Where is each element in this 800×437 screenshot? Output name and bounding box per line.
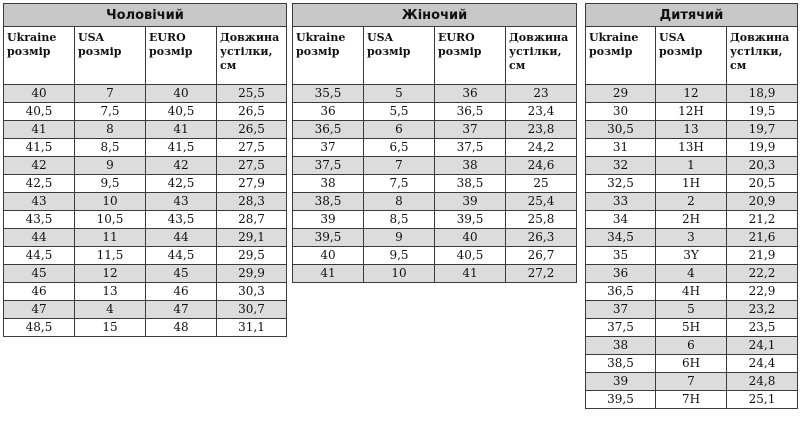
table-cell: 43,5 [4, 211, 75, 229]
table-cell: 6 [364, 121, 435, 139]
table-cell: 39,5 [293, 229, 364, 247]
table-row [293, 85, 577, 103]
table-row [293, 139, 577, 157]
women-table-title: Жіночий [293, 4, 577, 27]
table-cell: 31 [586, 139, 656, 157]
table-cell: 28,3 [217, 193, 287, 211]
table-cell: 46 [4, 283, 75, 301]
table-cell: 10 [364, 265, 435, 283]
table-row [586, 391, 798, 409]
table-cell: 38,5 [586, 355, 656, 373]
table-cell: 39 [586, 373, 656, 391]
table-cell: 5H [656, 319, 727, 337]
table-row [586, 355, 798, 373]
table-row [586, 283, 798, 301]
table-row [586, 139, 798, 157]
table-cell: 25,4 [506, 193, 577, 211]
table-cell: 3 [656, 229, 727, 247]
insole-length-header: Довжина устілки, см [727, 27, 798, 85]
table-cell: 31,1 [217, 319, 287, 337]
table-row [586, 247, 798, 265]
table-cell: 43 [4, 193, 75, 211]
table-cell: 5 [364, 85, 435, 103]
table-cell: 7H [656, 391, 727, 409]
table-cell: 44 [4, 229, 75, 247]
table-cell: 41 [293, 265, 364, 283]
table-cell: 39,5 [435, 211, 506, 229]
table-cell: 45 [4, 265, 75, 283]
table-cell: 1H [656, 175, 727, 193]
table-cell: 9,5 [364, 247, 435, 265]
table-cell: 23,2 [727, 301, 798, 319]
table-cell: 32 [586, 157, 656, 175]
table-cell: 25,5 [217, 85, 287, 103]
table-row [586, 103, 798, 121]
table-cell: 38 [586, 337, 656, 355]
table-cell: 41,5 [4, 139, 75, 157]
insole-length-header: Довжина устілки, см [217, 27, 287, 85]
table-cell: 7 [75, 85, 146, 103]
table-cell: 11 [75, 229, 146, 247]
table-cell: 44,5 [4, 247, 75, 265]
table-cell: 40,5 [435, 247, 506, 265]
table-cell: 45 [146, 265, 217, 283]
table-row [293, 265, 577, 283]
table-cell: 4 [75, 301, 146, 319]
insole-length-header: Довжина устілки, см [506, 27, 577, 85]
table-row [293, 193, 577, 211]
table-row [293, 121, 577, 139]
table-row [293, 103, 577, 121]
table-cell: 24,4 [727, 355, 798, 373]
table-row [4, 139, 287, 157]
women-table-body [293, 4, 577, 283]
kids-size-table [585, 3, 798, 409]
table-cell: 41,5 [146, 139, 217, 157]
table-cell: 13 [75, 283, 146, 301]
ukraine-size-header: Ukraine розмір [586, 27, 656, 85]
euro-size-header: EURO розмір [146, 27, 217, 85]
table-row [586, 85, 798, 103]
table-cell: 39 [293, 211, 364, 229]
table-cell: 44,5 [146, 247, 217, 265]
table-row [586, 301, 798, 319]
table-cell: 37 [435, 121, 506, 139]
table-cell: 7,5 [364, 175, 435, 193]
table-cell: 32,5 [586, 175, 656, 193]
table-cell: 26,7 [506, 247, 577, 265]
table-cell: 19,9 [727, 139, 798, 157]
table-row [4, 265, 287, 283]
usa-size-header: USA розмір [75, 27, 146, 85]
table-row [293, 229, 577, 247]
table-cell: 36,5 [293, 121, 364, 139]
table-cell: 36,5 [586, 283, 656, 301]
table-cell: 29,1 [217, 229, 287, 247]
table-cell: 36 [435, 85, 506, 103]
table-cell: 2 [656, 193, 727, 211]
table-row [4, 301, 287, 319]
table-cell: 22,2 [727, 265, 798, 283]
table-cell: 8,5 [364, 211, 435, 229]
table-cell: 11,5 [75, 247, 146, 265]
table-row [293, 211, 577, 229]
table-cell: 42,5 [4, 175, 75, 193]
usa-size-header: USA розмір [364, 27, 435, 85]
table-cell: 7,5 [75, 103, 146, 121]
table-cell: 26,5 [217, 103, 287, 121]
table-cell: 36,5 [435, 103, 506, 121]
table-row [293, 175, 577, 193]
table-cell: 41 [4, 121, 75, 139]
table-cell: 37,5 [586, 319, 656, 337]
table-cell: 34 [586, 211, 656, 229]
table-row [586, 229, 798, 247]
table-cell: 20,3 [727, 157, 798, 175]
table-cell: 48 [146, 319, 217, 337]
table-cell: 48,5 [4, 319, 75, 337]
table-cell: 42,5 [146, 175, 217, 193]
table-row [586, 319, 798, 337]
table-row [293, 247, 577, 265]
table-cell: 13 [656, 121, 727, 139]
table-cell: 25,1 [727, 391, 798, 409]
table-cell: 46 [146, 283, 217, 301]
table-cell: 40 [435, 229, 506, 247]
table-cell: 8 [364, 193, 435, 211]
table-cell: 40 [4, 85, 75, 103]
table-cell: 10 [75, 193, 146, 211]
table-cell: 7 [656, 373, 727, 391]
ukraine-size-header: Ukraine розмір [4, 27, 75, 85]
table-cell: 13H [656, 139, 727, 157]
table-cell: 27,5 [217, 139, 287, 157]
table-row [4, 211, 287, 229]
table-cell: 15 [75, 319, 146, 337]
table-cell: 7 [364, 157, 435, 175]
table-cell: 27,9 [217, 175, 287, 193]
table-cell: 38,5 [435, 175, 506, 193]
table-cell: 23,8 [506, 121, 577, 139]
table-cell: 40,5 [4, 103, 75, 121]
table-cell: 24,1 [727, 337, 798, 355]
table-cell: 29,9 [217, 265, 287, 283]
kids-table-body [586, 4, 798, 409]
table-cell: 8,5 [75, 139, 146, 157]
table-row [4, 121, 287, 139]
table-cell: 24,6 [506, 157, 577, 175]
table-cell: 33 [586, 193, 656, 211]
table-row [4, 229, 287, 247]
kids-table-title: Дитячий [586, 4, 798, 27]
table-row [586, 157, 798, 175]
table-cell: 21,9 [727, 247, 798, 265]
table-cell: 35 [586, 247, 656, 265]
table-row [4, 103, 287, 121]
table-cell: 9,5 [75, 175, 146, 193]
usa-size-header: USA розмір [656, 27, 727, 85]
table-cell: 27,5 [217, 157, 287, 175]
table-cell: 41 [435, 265, 506, 283]
table-cell: 20,5 [727, 175, 798, 193]
table-row [4, 247, 287, 265]
table-cell: 47 [4, 301, 75, 319]
table-cell: 36 [586, 265, 656, 283]
table-cell: 30,7 [217, 301, 287, 319]
euro-size-header: EURO розмір [435, 27, 506, 85]
table-cell: 3Y [656, 247, 727, 265]
table-cell: 4 [656, 265, 727, 283]
table-cell: 40 [293, 247, 364, 265]
table-row [4, 319, 287, 337]
table-cell: 5,5 [364, 103, 435, 121]
table-cell: 18,9 [727, 85, 798, 103]
table-cell: 26,5 [217, 121, 287, 139]
ukraine-size-header: Ukraine розмір [293, 27, 364, 85]
table-cell: 22,9 [727, 283, 798, 301]
table-cell: 25 [506, 175, 577, 193]
table-cell: 47 [146, 301, 217, 319]
table-cell: 29 [586, 85, 656, 103]
table-cell: 20,9 [727, 193, 798, 211]
table-cell: 30,5 [586, 121, 656, 139]
table-cell: 6H [656, 355, 727, 373]
women-size-table [292, 3, 577, 283]
table-row [586, 265, 798, 283]
table-cell: 8 [75, 121, 146, 139]
table-cell: 44 [146, 229, 217, 247]
table-cell: 5 [656, 301, 727, 319]
table-cell: 1 [656, 157, 727, 175]
table-cell: 43,5 [146, 211, 217, 229]
table-row [586, 175, 798, 193]
table-cell: 4H [656, 283, 727, 301]
table-row [293, 157, 577, 175]
table-cell: 30,3 [217, 283, 287, 301]
table-cell: 37,5 [435, 139, 506, 157]
table-cell: 34,5 [586, 229, 656, 247]
table-cell: 36 [293, 103, 364, 121]
table-row [4, 283, 287, 301]
table-cell: 40,5 [146, 103, 217, 121]
table-row [4, 157, 287, 175]
table-cell: 23 [506, 85, 577, 103]
table-row [586, 337, 798, 355]
table-cell: 21,6 [727, 229, 798, 247]
table-cell: 35,5 [293, 85, 364, 103]
table-cell: 12H [656, 103, 727, 121]
table-cell: 38 [293, 175, 364, 193]
table-cell: 37,5 [293, 157, 364, 175]
table-row [4, 85, 287, 103]
table-cell: 43 [146, 193, 217, 211]
table-cell: 23,4 [506, 103, 577, 121]
table-cell: 24,2 [506, 139, 577, 157]
table-cell: 29,5 [217, 247, 287, 265]
table-cell: 37 [586, 301, 656, 319]
table-cell: 38,5 [293, 193, 364, 211]
table-cell: 10,5 [75, 211, 146, 229]
table-row [586, 211, 798, 229]
table-cell: 6,5 [364, 139, 435, 157]
table-cell: 39 [435, 193, 506, 211]
table-cell: 39,5 [586, 391, 656, 409]
men-table-title: Чоловічий [4, 4, 287, 27]
table-row [586, 121, 798, 139]
table-cell: 6 [656, 337, 727, 355]
table-cell: 19,5 [727, 103, 798, 121]
table-row [4, 193, 287, 211]
men-size-table [3, 3, 287, 337]
table-cell: 12 [656, 85, 727, 103]
table-cell: 42 [4, 157, 75, 175]
table-row [4, 175, 287, 193]
table-cell: 40 [146, 85, 217, 103]
table-cell: 41 [146, 121, 217, 139]
table-cell: 21,2 [727, 211, 798, 229]
table-cell: 28,7 [217, 211, 287, 229]
table-cell: 42 [146, 157, 217, 175]
table-cell: 23,5 [727, 319, 798, 337]
table-row [586, 193, 798, 211]
table-cell: 9 [364, 229, 435, 247]
table-cell: 19,7 [727, 121, 798, 139]
table-cell: 27,2 [506, 265, 577, 283]
table-cell: 25,8 [506, 211, 577, 229]
table-cell: 30 [586, 103, 656, 121]
table-row [586, 373, 798, 391]
table-cell: 12 [75, 265, 146, 283]
table-cell: 9 [75, 157, 146, 175]
table-cell: 26,3 [506, 229, 577, 247]
table-cell: 2H [656, 211, 727, 229]
table-cell: 37 [293, 139, 364, 157]
men-table-body [4, 4, 287, 337]
table-cell: 24,8 [727, 373, 798, 391]
table-cell: 38 [435, 157, 506, 175]
